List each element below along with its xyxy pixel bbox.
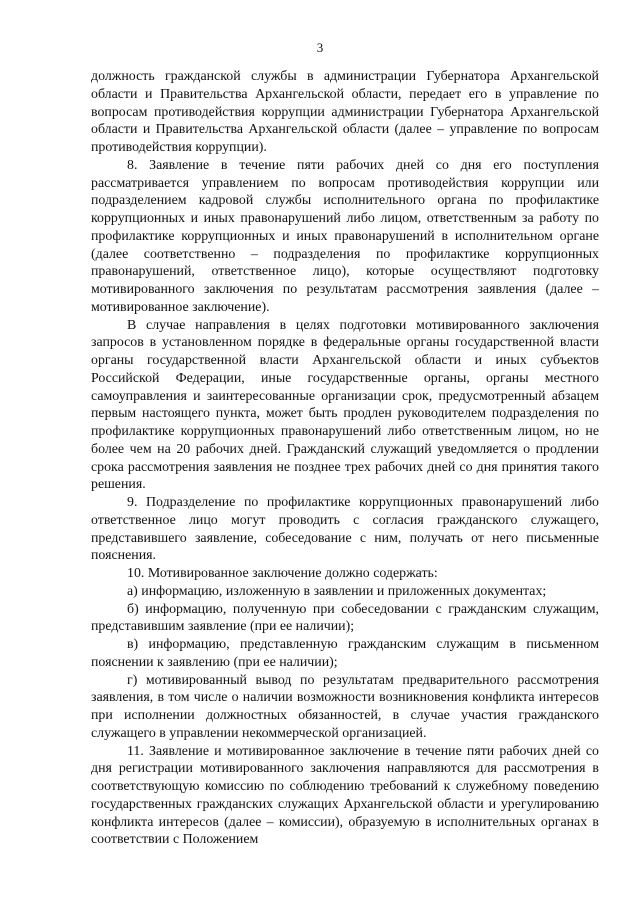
paragraph-item-9: 9. Подразделение по профилактике коррупционных правонарушений либо ответственное лицо могут проводить с согласия гражданского служащего, представившего заявление, собеседование с ним, получать от него письменные пояснения.	[91, 495, 599, 564]
paragraph-item-10-v: в) информацию, представленную гражданским служащим в письменном пояснении к заявлению (при ее наличии);	[91, 637, 599, 670]
paragraph-item-10-b: б) информацию, полученную при собеседовании с гражданским служащим, представившим заявление (при ее наличии);	[91, 601, 599, 635]
paragraph-item-8-extension: В случае направления в целях подготовки мотивированного заключения запросов в установленном порядке в федеральные органы государственной власти органы государственной власти Архангельской области и иных субъектов Российской Федерации, иные государственные органы, органы местного самоуправления и заинтересованные организации срок, предусмотренный абзацем первым настоящего пункта, может быть продлен руководителем подразделения по профилактике коррупционных правонарушений либо ответственным лицом, но не более чем на 20 рабочих дней. Гражданский служащий уведомляется о продлении срока рассмотрения заявления не позднее трех рабочих дней со дня принятия такого решения.	[91, 317, 599, 493]
paragraph-item-11: 11. Заявление и мотивированное заключение в течение пяти рабочих дней со дня регистрации мотивированного заключения направляются для рассмотрения в соответствующую комиссию по соблюдению требований к служебному поведению государственных гражданских служащих Архангельской области и урегулированию конфликта интересов (далее – комиссии), образуемую в исполнительных органах в соответствии с Положением	[91, 743, 599, 848]
paragraph-item-10: 10. Мотивированное заключение должно содержать:	[127, 566, 438, 581]
paragraph-continuation: должность гражданской службы в администрации Губернатора Архангельской области и Правительства Архангельской области, передает его в управление по вопросам противодействия коррупции администрации Губернатора Архангельской области и Правительства Архангельской области (далее – управление по вопросам противодействия коррупции).	[91, 69, 599, 155]
paragraph-item-8: 8. Заявление в течение пяти рабочих дней со дня его поступления рассматривается управлением по вопросам противодействия коррупции или подразделением кадровой службы исполнительного органа по профилактике коррупционных и иных правонарушений либо лицом, ответственным за работу по профилактике коррупционных и иных правонарушений в исполнительном органе (далее соответственно – подразделения по профилактике коррупционных правонарушений, ответственное лицо), которые осуществляют подготовку мотивированного заключения по результатам рассмотрения заявления (далее – мотивированное заключение).	[91, 157, 599, 315]
body-text	[91, 68, 599, 849]
paragraph-item-10-g: г) мотивированный вывод по результатам предварительного рассмотрения заявления, в том числе о наличии возможности возникновения конфликта интересов при исполнении должностных обязанностей, в случае участия гражданского служащего в управлении некоммерческой организацией.	[91, 672, 599, 741]
page-number: 3	[316, 40, 324, 55]
paragraph-item-10-a: а) информацию, изложенную в заявлении и приложенных документах;	[127, 583, 547, 599]
